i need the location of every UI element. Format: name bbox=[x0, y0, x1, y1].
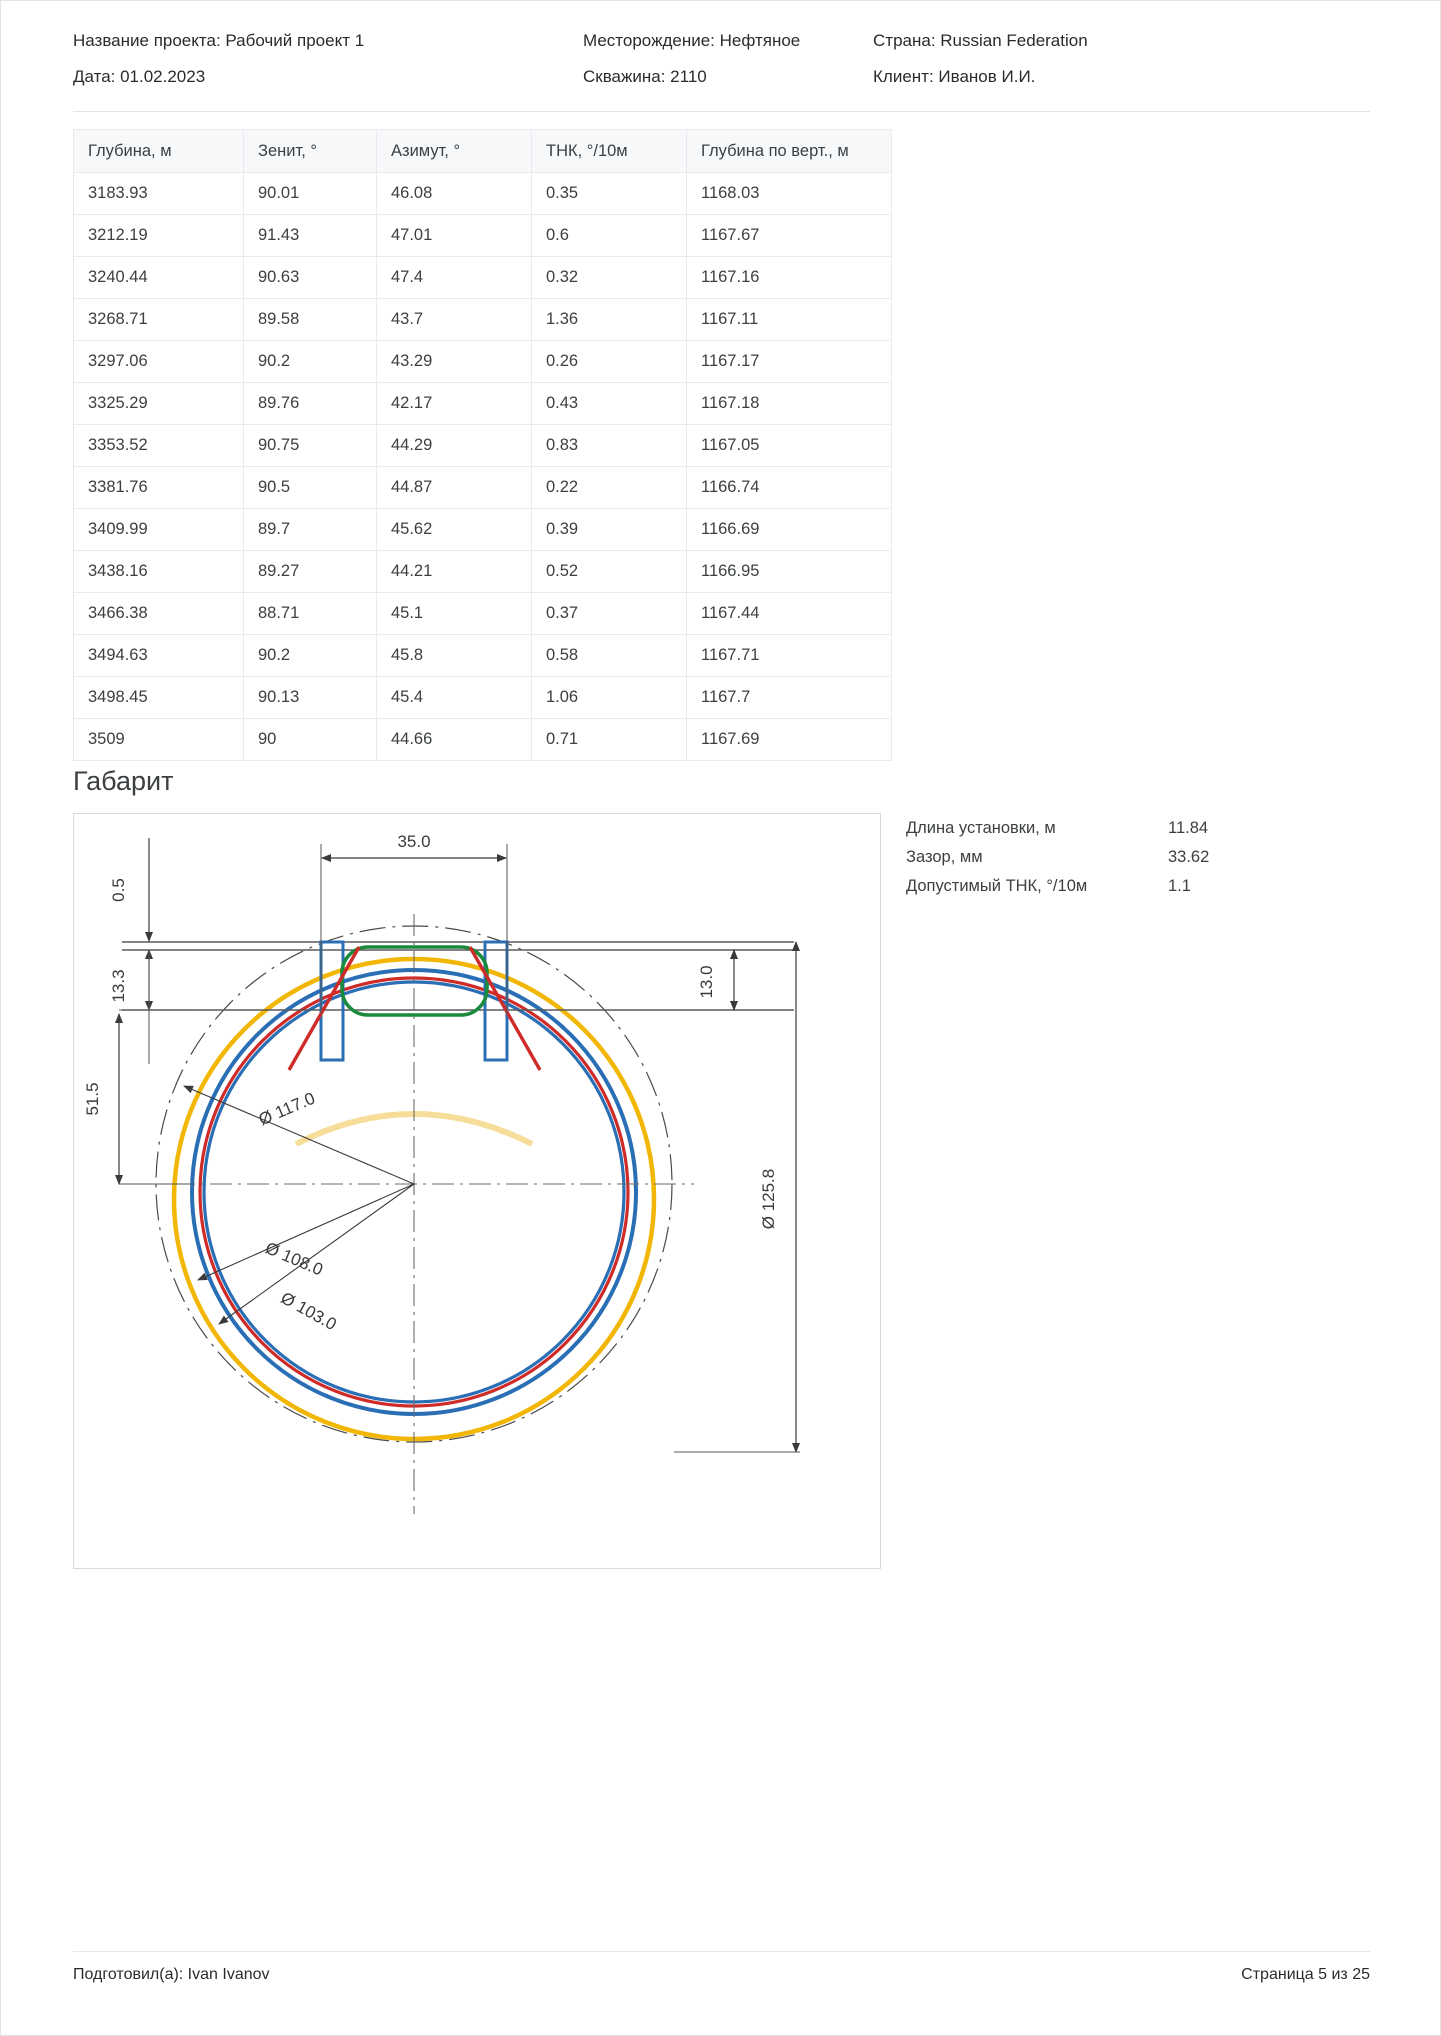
diagram-geometry bbox=[122, 914, 794, 1514]
table-cell: 1167.16 bbox=[687, 257, 892, 299]
table-cell: 1166.74 bbox=[687, 467, 892, 509]
table-cell: 0.26 bbox=[532, 341, 687, 383]
table-cell: 44.29 bbox=[377, 425, 532, 467]
table-cell: 89.27 bbox=[244, 551, 377, 593]
leader-diameter-108 bbox=[198, 1184, 414, 1280]
table-row bbox=[74, 383, 892, 425]
table-cell: 1167.69 bbox=[687, 719, 892, 761]
footer-prepared-by: Подготовил(а): Ivan Ivanov bbox=[73, 1966, 270, 1983]
table-cell: 0.58 bbox=[532, 635, 687, 677]
table-cell: 1.06 bbox=[532, 677, 687, 719]
header-divider bbox=[73, 111, 1370, 112]
document-header bbox=[73, 31, 1369, 103]
table-cell: 0.22 bbox=[532, 467, 687, 509]
table-header-row bbox=[74, 130, 892, 173]
survey-table-body bbox=[74, 173, 892, 761]
table-cell: 1167.18 bbox=[687, 383, 892, 425]
info-label-installation-length: Длина установки, м bbox=[906, 819, 1056, 837]
table-cell: 3297.06 bbox=[74, 341, 244, 383]
client-field: Клиент: Иванов И.И. bbox=[873, 67, 1036, 86]
table-cell: 47.4 bbox=[377, 257, 532, 299]
header-row-2 bbox=[73, 67, 1369, 103]
gabarit-diagram bbox=[74, 814, 880, 1568]
table-row bbox=[74, 467, 892, 509]
dim-label-diameter-108: Ø 108.0 bbox=[262, 1238, 326, 1280]
table-cell: 44.21 bbox=[377, 551, 532, 593]
table-cell: 0.52 bbox=[532, 551, 687, 593]
table-cell: 1166.95 bbox=[687, 551, 892, 593]
table-cell: 90 bbox=[244, 719, 377, 761]
table-cell: 3509 bbox=[74, 719, 244, 761]
dim-label-left-515: 51.5 bbox=[83, 1082, 102, 1116]
table-cell: 90.2 bbox=[244, 635, 377, 677]
table-cell: 3409.99 bbox=[74, 509, 244, 551]
survey-table-head bbox=[74, 130, 892, 173]
table-cell: 0.83 bbox=[532, 425, 687, 467]
survey-table bbox=[73, 129, 892, 761]
table-row bbox=[74, 425, 892, 467]
table-cell: 3325.29 bbox=[74, 383, 244, 425]
col-header-dls: ТНК, °/10м bbox=[532, 130, 687, 173]
info-label-allowed-dls: Допустимый ТНК, °/10м bbox=[906, 877, 1088, 895]
table-row bbox=[74, 719, 892, 761]
table-row bbox=[74, 635, 892, 677]
table-cell: 1167.44 bbox=[687, 593, 892, 635]
table-cell: 89.58 bbox=[244, 299, 377, 341]
info-value-clearance: 33.62 bbox=[1168, 848, 1210, 866]
table-cell: 44.87 bbox=[377, 467, 532, 509]
gabarit-diagram-container bbox=[73, 813, 881, 1569]
table-row bbox=[74, 509, 892, 551]
table-cell: 42.17 bbox=[377, 383, 532, 425]
table-cell: 3466.38 bbox=[74, 593, 244, 635]
table-cell: 44.66 bbox=[377, 719, 532, 761]
footer-page-number: Страница 5 из 25 bbox=[1241, 1966, 1370, 1983]
country-field: Страна: Russian Federation bbox=[873, 31, 1088, 50]
table-cell: 88.71 bbox=[244, 593, 377, 635]
dim-label-left-133: 13.3 bbox=[109, 969, 128, 1003]
table-cell: 1167.17 bbox=[687, 341, 892, 383]
header-row-1 bbox=[73, 31, 1369, 67]
dim-label-left-05: 0.5 bbox=[109, 878, 128, 902]
info-row-allowed-dls bbox=[906, 877, 1326, 906]
table-cell: 45.62 bbox=[377, 509, 532, 551]
table-row bbox=[74, 677, 892, 719]
table-cell: 90.01 bbox=[244, 173, 377, 215]
table-row bbox=[74, 173, 892, 215]
dimension-left-133 bbox=[109, 950, 149, 1064]
table-cell: 3353.52 bbox=[74, 425, 244, 467]
table-cell: 43.29 bbox=[377, 341, 532, 383]
table-cell: 1167.11 bbox=[687, 299, 892, 341]
table-cell: 0.35 bbox=[532, 173, 687, 215]
gabarit-info-panel bbox=[906, 819, 1326, 906]
table-cell: 3498.45 bbox=[74, 677, 244, 719]
info-row-clearance bbox=[906, 848, 1326, 877]
table-cell: 1167.05 bbox=[687, 425, 892, 467]
dim-label-right-130: 13.0 bbox=[697, 965, 716, 999]
table-cell: 3268.71 bbox=[74, 299, 244, 341]
table-row bbox=[74, 341, 892, 383]
dim-label-diameter-103: Ø 103.0 bbox=[277, 1288, 340, 1335]
info-label-clearance: Зазор, мм bbox=[906, 848, 983, 866]
table-cell: 3240.44 bbox=[74, 257, 244, 299]
page-sheet bbox=[1, 1, 1441, 2036]
footer-divider bbox=[73, 1951, 1370, 1952]
table-cell: 1167.71 bbox=[687, 635, 892, 677]
dim-label-diameter-117: Ø 117.0 bbox=[255, 1088, 318, 1130]
table-row bbox=[74, 299, 892, 341]
table-cell: 45.1 bbox=[377, 593, 532, 635]
field-name-field: Месторождение: Нефтяное bbox=[583, 31, 801, 50]
table-cell: 0.43 bbox=[532, 383, 687, 425]
table-cell: 3438.16 bbox=[74, 551, 244, 593]
table-row bbox=[74, 257, 892, 299]
info-value-allowed-dls: 1.1 bbox=[1168, 877, 1191, 895]
table-row bbox=[74, 551, 892, 593]
table-cell: 46.08 bbox=[377, 173, 532, 215]
table-cell: 89.76 bbox=[244, 383, 377, 425]
table-cell: 47.01 bbox=[377, 215, 532, 257]
table-cell: 1167.67 bbox=[687, 215, 892, 257]
table-cell: 1.36 bbox=[532, 299, 687, 341]
info-row-installation-length bbox=[906, 819, 1326, 848]
table-cell: 3494.63 bbox=[74, 635, 244, 677]
table-cell: 0.37 bbox=[532, 593, 687, 635]
table-cell: 91.43 bbox=[244, 215, 377, 257]
well-field: Скважина: 2110 bbox=[583, 67, 707, 86]
table-row bbox=[74, 593, 892, 635]
table-cell: 3381.76 bbox=[74, 467, 244, 509]
table-cell: 90.5 bbox=[244, 467, 377, 509]
dim-label-outer-diameter: Ø 125.8 bbox=[759, 1168, 778, 1230]
table-cell: 43.7 bbox=[377, 299, 532, 341]
dimension-left-05 bbox=[109, 838, 149, 942]
col-header-depth: Глубина, м bbox=[74, 130, 244, 173]
document-footer bbox=[73, 1966, 1370, 1984]
col-header-tvd: Глубина по верт., м bbox=[687, 130, 892, 173]
info-value-installation-length: 11.84 bbox=[1168, 819, 1209, 837]
table-cell: 90.2 bbox=[244, 341, 377, 383]
dimension-right-130 bbox=[697, 950, 734, 1010]
table-cell: 45.8 bbox=[377, 635, 532, 677]
dim-label-top-width: 35.0 bbox=[397, 832, 431, 851]
table-cell: 90.13 bbox=[244, 677, 377, 719]
survey-table-container bbox=[73, 129, 891, 761]
table-cell: 1167.7 bbox=[687, 677, 892, 719]
table-cell: 0.71 bbox=[532, 719, 687, 761]
section-title-gabarit: Габарит bbox=[73, 766, 174, 796]
table-cell: 3212.19 bbox=[74, 215, 244, 257]
date-field: Дата: 01.02.2023 bbox=[73, 67, 206, 86]
table-cell: 1168.03 bbox=[687, 173, 892, 215]
project-name-field: Название проекта: Рабочий проект 1 bbox=[73, 31, 365, 50]
table-cell: 0.32 bbox=[532, 257, 687, 299]
table-cell: 45.4 bbox=[377, 677, 532, 719]
table-cell: 3183.93 bbox=[74, 173, 244, 215]
table-row bbox=[74, 215, 892, 257]
table-cell: 0.39 bbox=[532, 509, 687, 551]
table-cell: 1166.69 bbox=[687, 509, 892, 551]
table-cell: 89.7 bbox=[244, 509, 377, 551]
col-header-inclination: Зенит, ° bbox=[244, 130, 377, 173]
leader-diameter-117 bbox=[184, 1086, 414, 1184]
table-cell: 90.63 bbox=[244, 257, 377, 299]
dimension-right-outer-diameter bbox=[674, 942, 800, 1452]
table-cell: 0.6 bbox=[532, 215, 687, 257]
col-header-azimuth: Азимут, ° bbox=[377, 130, 532, 173]
table-cell: 90.75 bbox=[244, 425, 377, 467]
